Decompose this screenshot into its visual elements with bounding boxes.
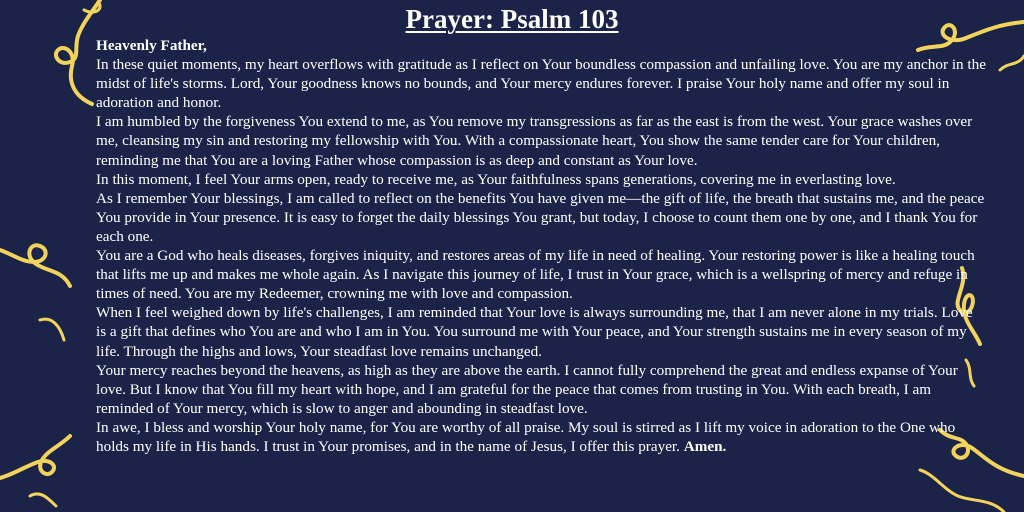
salutation: Heavenly Father,	[96, 37, 207, 54]
paragraph: In this moment, I feel Your arms open, ready to receive me, as Your faithfulness spans generations, covering me in everlasting love.	[96, 170, 896, 188]
amen: Amen.	[683, 437, 727, 455]
paragraph: In these quiet moments, my heart overflows with gratitude as I reflect on Your boundless compassion and unfailing love. You are my anchor in the midst of life's storms. Lord, Your goodness knows no bounds, and Your mercy endures forever. I praise Your holy name and offer my soul in adoration and honor.	[96, 56, 986, 112]
paragraph: Your mercy reaches beyond the heavens, as high as they are above the earth. I cannot fully comprehend the great and endless expanse of Your love. But I know that You fill my heart with hope, and I am grateful for the peace that comes from trusting in You. With each breath, I am reminded of Your mercy, which is slow to anger and abounding in steadfast love.	[96, 361, 958, 417]
paragraph: You are a God who heals diseases, forgives iniquity, and restores areas of my life in need of healing. Your restoring power is like a healing touch that lifts me up and makes me whole again. As I navigate this journey of life, I trust in Your grace, which is a wellspring of mercy and refuge in times of need. You are my Redeemer, crowning me with love and compassion.	[96, 247, 975, 303]
paragraph: When I feel weighed down by life's challenges, I am reminded that Your love is always surrounding me, that I am never alone in my trials. Love is a gift that defines who You are and who I am in You. You surround me with Your peace, and Your strength sustains me in every season of my life. Through the highs and lows, Your steadfast love remains unchanged.	[96, 304, 973, 360]
page-title: Prayer: Psalm 103	[405, 4, 619, 34]
prayer-body	[96, 36, 986, 456]
paragraph: As I remember Your blessings, I am called to reflect on the benefits You have given me—the gift of life, the breath that sustains me, and the peace You provide in Your presence. It is easy to forget the daily blessings You grant, but today, I choose to count them one by one, and I thank You for each one.	[96, 189, 985, 245]
closing-paragraph	[96, 418, 986, 456]
paragraph: I am humbled by the forgiveness You extend to me, as You remove my transgressions as far as the east is from the west. Your grace washes over me, cleansing my sin and restoring my fellowship with You. With a compassionate heart, You show the same tender care for Your children, reminding me that You are a loving Father whose compassion is as deep and constant as Your love.	[96, 113, 973, 169]
closing-text: In awe, I bless and worship Your holy name, for You are worthy of all praise. My soul is stirred as I lift my voice in adoration to the One who holds my life in His hands. I trust in Your promises, and in the name of Jesus, I offer this prayer.	[96, 418, 956, 455]
